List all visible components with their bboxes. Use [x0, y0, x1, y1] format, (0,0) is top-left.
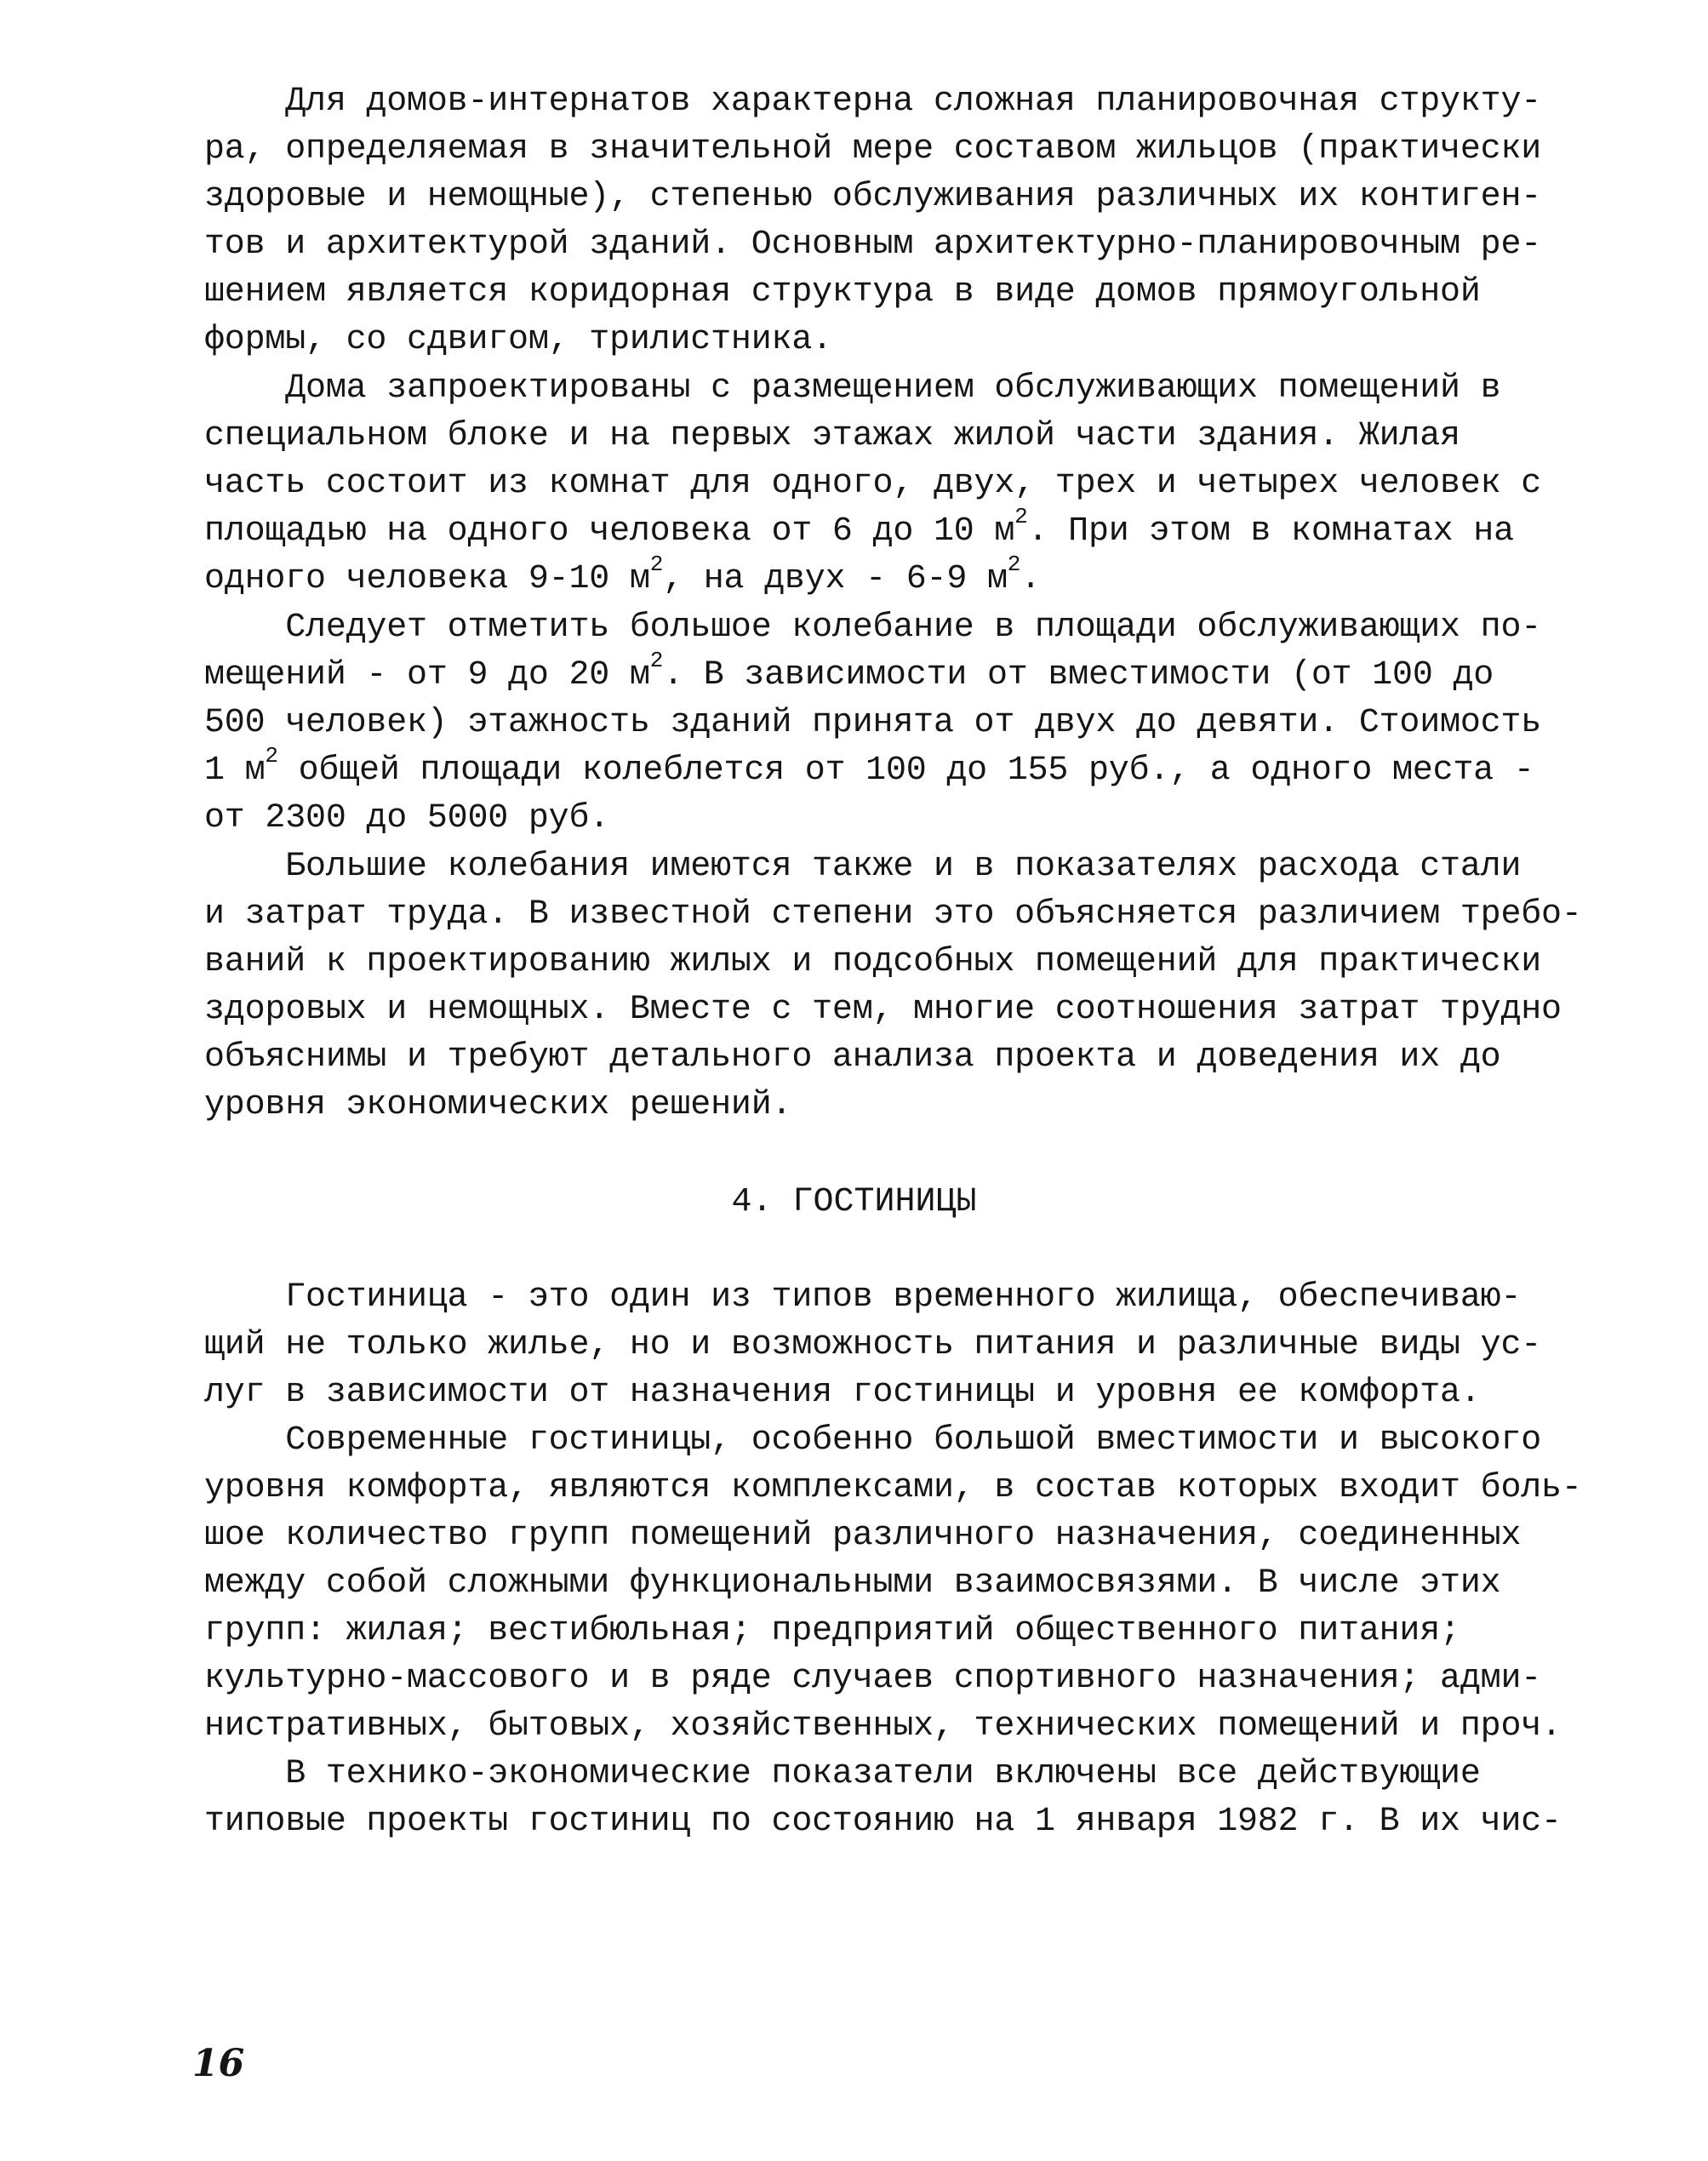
text-line: и затрат труда. В известной степени это объясняется различием требо-	[204, 895, 1582, 934]
page-number: 16	[192, 2042, 245, 2085]
text-line	[204, 743, 1534, 793]
section-heading: 4. ГОСТИНИЦЫ	[731, 1183, 977, 1221]
superscript: 2	[1007, 552, 1021, 577]
text-line: объяснимы и требуют детального анализа проекта и доведения их до	[204, 1038, 1501, 1077]
text-line: ра, определяемая в значительной мере составом жильцов (практически	[204, 130, 1542, 169]
text-line: Следует отметить большое колебание в площади обслуживающих по-	[204, 609, 1542, 647]
text-line: шое количество групп помещений различного назначения, соединенных	[204, 1517, 1522, 1555]
text-line: Для домов-интернатов характерна сложная планировочная структу-	[204, 83, 1542, 121]
text-line: щий не только жилье, но и возможность питания и различные виды ус-	[204, 1326, 1542, 1364]
text-line: тов и архитектурой зданий. Основным архитектурно-планировочным ре-	[204, 226, 1542, 264]
text-segment: мещений - от 9 до 20 м	[204, 656, 650, 695]
text-line: специальном блоке и на первых этажах жилой части здания. Жилая	[204, 417, 1460, 455]
text-line: от 2300 до 5000 руб.	[204, 799, 610, 838]
superscript: 2	[1014, 504, 1028, 529]
text-line: групп: жилая; вестибюльная; предприятий общественного питания;	[204, 1612, 1460, 1650]
text-line: нистративных, бытовых, хозяйственных, технических помещений и проч.	[204, 1707, 1562, 1746]
text-line: В технико-экономические показатели включены все действующие	[204, 1755, 1481, 1793]
text-line: Гостиница - это один из типов временного жилища, обеспечиваю-	[204, 1278, 1522, 1317]
superscript: 2	[649, 552, 664, 577]
text-segment: площадью на одного человека от 6 до 10 м	[204, 512, 1015, 551]
text-segment: 1 м	[204, 752, 266, 790]
text-line: культурно-массового и в ряде случаев спортивного назначения; адми-	[204, 1660, 1542, 1698]
text-line: типовые проекты гостиниц по состоянию на 1 января 1982 г. В их чис-	[204, 1803, 1562, 1841]
text-line	[204, 552, 1041, 602]
text-segment: .	[1020, 560, 1041, 598]
text-line: здоровых и немощных. Вместе с тем, многие соотношения затрат трудно	[204, 991, 1562, 1029]
text-line	[204, 648, 1494, 698]
text-segment: . В зависимости от вместимости (от 100 до	[663, 656, 1494, 695]
text-line: Современные гостиницы, особенно большой вместимости и высокого	[204, 1421, 1542, 1460]
text-segment: , на двух - 6-9 м	[663, 560, 1008, 598]
text-line: Дома запроектированы с размещением обслуживающих помещений в	[204, 369, 1501, 408]
text-line: 500 человек) этажность зданий принята от двух до девяти. Стоимость	[204, 704, 1542, 742]
text-segment: одного человека 9-10 м	[204, 560, 650, 598]
text-line: Большие колебания имеются также и в показателях расхода стали	[204, 848, 1522, 886]
text-line: луг в зависимости от назначения гостиницы и уровня ее комфорта.	[204, 1374, 1481, 1412]
text-segment: общей площади колеблется от 100 до 155 руб., а одного места -	[277, 752, 1534, 790]
superscript: 2	[265, 743, 278, 769]
superscript: 2	[649, 648, 664, 673]
text-line: уровня экономических решений.	[204, 1086, 792, 1124]
text-line: между собой сложными функциональными взаимосвязями. В числе этих	[204, 1564, 1501, 1603]
text-line: здоровые и немощные), степенью обслуживания различных их контиген-	[204, 178, 1542, 216]
text-line	[204, 504, 1514, 554]
text-line: формы, со сдвигом, трилистника.	[204, 321, 832, 359]
text-line: шением является коридорная структура в виде домов прямоугольной	[204, 273, 1481, 312]
text-line: ваний к проектированию жилых и подсобных помещений для практически	[204, 943, 1542, 981]
text-line: уровня комфорта, являются комплексами, в состав которых входит боль-	[204, 1469, 1582, 1507]
text-segment: . При этом в комнатах на	[1027, 512, 1514, 551]
text-line: часть состоит из комнат для одного, двух, трех и четырех человек с	[204, 465, 1542, 503]
